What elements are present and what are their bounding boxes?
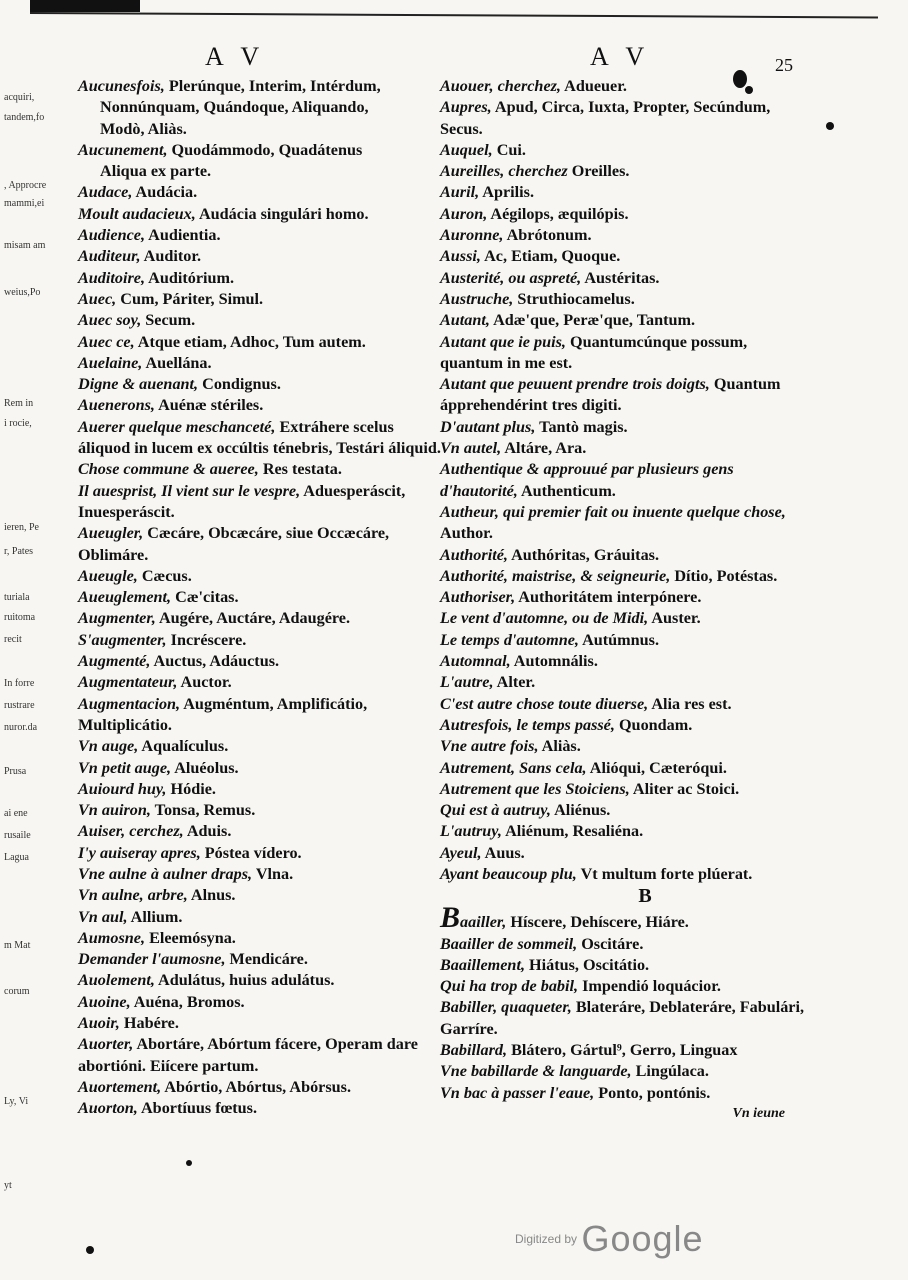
- dictionary-entry: [440, 204, 810, 225]
- margin-note: misam am: [4, 240, 46, 251]
- entry-headword: Vne aulne à aulner draps,: [78, 864, 253, 883]
- margin-note: rusaile: [4, 830, 31, 841]
- entry-translation: Struthiocamelus.: [513, 289, 635, 308]
- entry-translation: Cæcus.: [137, 566, 192, 585]
- entry-translation: Adulátus, huius adulátus.: [154, 971, 335, 990]
- entry-translation: Extráhere scelus áliquod in lucem ex occúltis ténebris, Testári áliquid.: [78, 417, 441, 458]
- entry-translation: Augméntum, Amplificátio, Multiplicátio.: [78, 694, 368, 734]
- dictionary-entry: [440, 1040, 810, 1061]
- entry-headword: Aumosne,: [78, 928, 146, 947]
- entry-headword: Aussi,: [440, 247, 481, 266]
- entry-translation: Cui.: [492, 140, 526, 159]
- entry-translation: Altáre, Ara.: [501, 439, 587, 458]
- dictionary-entry: [78, 140, 448, 161]
- entry-translation: Hiátus, Oscitátio.: [524, 955, 650, 974]
- entry-translation: Dítio, Potéstas.: [670, 566, 778, 585]
- entry-translation: Habére.: [119, 1014, 179, 1033]
- dictionary-entry: [78, 161, 448, 182]
- margin-note: weius,Po: [4, 287, 41, 298]
- dictionary-entry: [78, 608, 448, 629]
- dictionary-entry: [78, 949, 448, 970]
- entry-headword: Le temps d'automne,: [440, 630, 579, 649]
- entry-translation: Mendicáre.: [225, 950, 308, 969]
- dictionary-entry: [78, 353, 448, 374]
- dictionary-entry: [78, 1098, 448, 1119]
- entry-translation: Cæcáre, Obcæcáre, siue Occæcáre, Oblimáre.: [78, 524, 390, 564]
- dictionary-entry: [440, 715, 810, 736]
- entry-headword: Auouer, cherchez,: [440, 77, 561, 95]
- entry-translation: Audácia singulári homo.: [195, 204, 369, 223]
- entry-translation: Adæ'que, Peræ'que, Tantum.: [489, 311, 696, 330]
- entry-translation: Autúmnus.: [578, 630, 660, 649]
- entry-translation: Atque etiam, Adhoc, Tum autem.: [134, 332, 366, 351]
- dictionary-entry: [78, 97, 448, 118]
- dictionary-entry: [440, 976, 810, 997]
- entry-translation: Augére, Auctáre, Adaugére.: [155, 609, 351, 628]
- entry-translation: Auellána.: [142, 353, 212, 372]
- ink-blot: [745, 86, 753, 94]
- dictionary-entry: [440, 161, 810, 182]
- entry-headword: C'est autre chose toute diuerse,: [440, 694, 649, 713]
- right-entries: [440, 76, 810, 885]
- entry-headword: Aureilles, cherchez: [440, 162, 568, 181]
- right-column: [440, 76, 810, 1124]
- entry-headword: Qui ha trop de babil,: [440, 977, 579, 996]
- entry-headword: Demander l'aumosne,: [78, 950, 226, 969]
- margin-note: ruitoma: [4, 612, 36, 623]
- entry-headword: Auelaine,: [78, 353, 143, 372]
- entry-headword: Auec soy,: [78, 311, 142, 330]
- drop-cap: B: [440, 901, 461, 935]
- dictionary-entry: [440, 997, 810, 1040]
- entry-headword: Babillard,: [440, 1041, 508, 1060]
- entry-headword: Autrement que les Stoiciens,: [440, 779, 630, 798]
- catchword: Vn ieune: [732, 1105, 785, 1121]
- dictionary-entry: [78, 843, 448, 864]
- entry-translation: Ac, Etiam, Quoque.: [480, 247, 621, 266]
- entry-headword: Auiser, cerchez,: [78, 822, 184, 841]
- section-b-entries: [440, 901, 810, 1104]
- entry-translation: Auéna, Bromos.: [130, 992, 245, 1011]
- entry-translation: Audácia.: [132, 183, 198, 202]
- entry-headword: Le vent d'automne, ou de Midi,: [440, 609, 649, 628]
- entry-translation: Tantò magis.: [535, 417, 628, 436]
- entry-headword: Baailler de sommeil,: [440, 934, 578, 953]
- section-letter-b: B: [638, 885, 652, 908]
- dictionary-entry: [440, 651, 810, 672]
- margin-note: turiala: [4, 592, 30, 603]
- entry-headword: Autheur, qui premier fait ou inuente quelque chose,: [440, 502, 786, 521]
- entry-headword: Aupres,: [440, 98, 492, 117]
- entry-headword: Autresfois, le temps passé,: [440, 715, 615, 734]
- dictionary-entry: [78, 736, 448, 757]
- entry-translation: Author.: [440, 524, 493, 543]
- entry-headword: L'autruy,: [440, 822, 502, 841]
- entry-headword: Chose commune & aueree,: [78, 460, 259, 479]
- entry-headword: Aueugle,: [78, 566, 138, 585]
- entry-headword: Augmenté,: [78, 652, 151, 671]
- entry-translation: Res testata.: [258, 460, 342, 479]
- entry-translation: Cæ'citas.: [171, 588, 239, 607]
- entry-headword: Vne babillarde & languarde,: [440, 1062, 632, 1081]
- entry-translation: Authóritas, Gráuitas.: [507, 545, 660, 564]
- entry-headword: Vn bac à passer l'eaue,: [440, 1083, 595, 1102]
- entry-translation: Quantum ápprehendérint tres digiti.: [440, 375, 781, 415]
- entry-translation: Quantumcúnque possum, quantum in me est.: [440, 332, 748, 372]
- entry-headword: Qui est à autruy,: [440, 801, 551, 820]
- entry-translation: Aliénum, Resaliéna.: [501, 822, 644, 841]
- entry-translation: Auctus, Adáuctus.: [150, 652, 280, 671]
- entry-headword: I'y auiseray apres,: [78, 843, 201, 862]
- entry-headword: Auditeur,: [78, 247, 141, 266]
- entry-headword: Aueugler,: [78, 524, 144, 543]
- entry-translation: Auénæ stériles.: [154, 396, 264, 415]
- entry-translation: Auditórium.: [145, 268, 235, 287]
- entry-translation: Allium.: [127, 907, 183, 926]
- dictionary-entry: [78, 970, 448, 991]
- entry-translation: Auctor.: [177, 673, 232, 692]
- entry-headword: Auerer quelque meschanceté,: [78, 417, 276, 436]
- entry-translation: Ponto, pontónis.: [594, 1083, 711, 1102]
- dictionary-entry: [78, 417, 448, 460]
- entry-translation: Audientia.: [145, 226, 221, 245]
- entry-headword: Auoir,: [78, 1014, 120, 1033]
- entry-translation: Aliter ac Stoici.: [629, 779, 740, 798]
- dictionary-entry: [440, 630, 810, 651]
- entry-headword: Autant que ie puis,: [440, 332, 566, 351]
- dictionary-entry: [440, 843, 810, 864]
- page-number: 25: [775, 55, 793, 75]
- entry-translation: Lingúlaca.: [631, 1062, 709, 1081]
- entry-headword: Vn autel,: [440, 439, 502, 458]
- margin-note: rustrare: [4, 700, 35, 711]
- entry-headword: Auenerons,: [78, 396, 155, 415]
- entry-headword: Auortement,: [78, 1077, 162, 1096]
- entry-headword: Baaillement,: [440, 955, 525, 974]
- entry-headword: Augmentacion,: [78, 694, 181, 713]
- entry-headword: Authorité, maistrise, & seigneurie,: [440, 566, 671, 585]
- entry-headword: Aucunesfois,: [78, 77, 165, 95]
- entry-translation: Alia res est.: [648, 694, 732, 713]
- dictionary-entry: [78, 268, 448, 289]
- dictionary-entry: [78, 459, 448, 480]
- entry-translation: Aliqua ex parte.: [100, 162, 212, 181]
- entry-translation: Blátero, Gártul⁹, Gerro, Linguax: [507, 1041, 738, 1060]
- margin-note: Rem in: [4, 398, 34, 409]
- entry-translation: Quodámmodo, Quadátenus: [167, 140, 363, 159]
- dictionary-entry: [440, 821, 810, 842]
- entry-translation: Modò, Aliàs.: [100, 119, 187, 138]
- dictionary-entry: [78, 182, 448, 203]
- dictionary-entry: [78, 374, 448, 395]
- running-head-right: A V: [590, 42, 651, 71]
- dictionary-entry: [440, 310, 810, 331]
- entry-headword: aailler,: [460, 913, 507, 932]
- dictionary-entry: [78, 758, 448, 779]
- digitized-by-google: [515, 1218, 704, 1260]
- dictionary-entry: [78, 779, 448, 800]
- entry-translation: Authoritátem interpónere.: [515, 588, 702, 607]
- margin-note: ieren, Pe: [4, 522, 39, 533]
- entry-translation: Automnális.: [510, 652, 598, 671]
- entry-translation: Cum, Páriter, Simul.: [116, 289, 264, 308]
- dictionary-entry: [78, 289, 448, 310]
- entry-headword: Auoine,: [78, 992, 131, 1011]
- margin-note: In forre: [4, 678, 35, 689]
- margin-note: mammi,ei: [4, 198, 45, 209]
- entry-headword: Authoriser,: [440, 588, 516, 607]
- dictionary-entry: [78, 395, 448, 416]
- dictionary-entry: [78, 332, 448, 353]
- margin-note: Ly, Vi: [4, 1096, 29, 1107]
- margin-note: r, Pates: [4, 546, 34, 557]
- entry-headword: Babiller, quaqueter,: [440, 998, 572, 1017]
- margin-note: ai ene: [4, 808, 28, 819]
- entry-translation: Híscere, Dehíscere, Hiáre.: [506, 913, 689, 932]
- entry-headword: Auorton,: [78, 1099, 138, 1118]
- entry-headword: Auditoire,: [78, 268, 146, 287]
- margin-note: m Mat: [4, 940, 31, 951]
- dictionary-entry: [440, 779, 810, 800]
- dictionary-entry: [440, 1061, 810, 1082]
- dictionary-entry: [78, 885, 448, 906]
- entry-translation: Abortáre, Abórtum fácere, Operam dare abortióni. Eiícere partum.: [78, 1035, 418, 1075]
- entry-headword: Authorité,: [440, 545, 508, 564]
- dictionary-entry: [440, 955, 810, 976]
- entry-headword: Vne autre fois,: [440, 737, 539, 756]
- entry-headword: Vn auge,: [78, 737, 139, 756]
- entry-headword: Vn aulne, arbre,: [78, 886, 188, 905]
- margin-note: corum: [4, 986, 30, 997]
- entry-headword: Augmentateur,: [78, 673, 178, 692]
- dictionary-entry: [78, 864, 448, 885]
- entry-translation: Adueuer.: [560, 77, 627, 95]
- entry-headword: S'augmenter,: [78, 630, 167, 649]
- entry-translation: Austéritas.: [581, 268, 660, 287]
- entry-translation: Póstea vídero.: [200, 843, 302, 862]
- entry-headword: Auec,: [78, 289, 117, 308]
- entry-headword: Vn aul,: [78, 907, 128, 926]
- entry-headword: Auquel,: [440, 140, 493, 159]
- entry-translation: Auus.: [481, 843, 525, 862]
- dictionary-entry: [440, 934, 810, 955]
- running-head-left: A V: [205, 42, 266, 71]
- entry-translation: Abrótonum.: [503, 226, 592, 245]
- margin-note: tandem,fo: [4, 112, 45, 123]
- dictionary-entry: [440, 289, 810, 310]
- dictionary-entry: [440, 736, 810, 757]
- entry-headword: Authentique & approuué par plusieurs gens d'hautorité,: [440, 460, 734, 500]
- entry-translation: Tonsa, Remus.: [150, 801, 256, 820]
- entry-headword: Austerité, ou aspreté,: [440, 268, 582, 287]
- dictionary-entry: [78, 1013, 448, 1034]
- margin-note: recit: [4, 634, 22, 645]
- entry-headword: Moult audacieux,: [78, 204, 196, 223]
- entry-translation: Aliénus.: [550, 801, 611, 820]
- entry-translation: Aqualículus.: [138, 737, 229, 756]
- ink-blot: [186, 1160, 192, 1166]
- dictionary-entry: [78, 928, 448, 949]
- left-column: [78, 76, 448, 1120]
- dictionary-entry: [440, 566, 810, 587]
- entry-headword: Aueuglement,: [78, 588, 172, 607]
- entry-headword: Auec ce,: [78, 332, 135, 351]
- entry-headword: Audience,: [78, 226, 145, 245]
- entry-translation: Vlna.: [252, 864, 294, 883]
- entry-translation: Authenticum.: [517, 481, 616, 500]
- dictionary-entry: [78, 694, 448, 737]
- entry-translation: Quondam.: [614, 715, 693, 734]
- margin-note: Lagua: [4, 852, 29, 863]
- dictionary-entry: [440, 268, 810, 289]
- entry-headword: Vn auiron,: [78, 801, 151, 820]
- dictionary-entry: [440, 608, 810, 629]
- dictionary-entry: [440, 502, 810, 545]
- dictionary-entry: [440, 374, 810, 417]
- dictionary-entry: [78, 481, 448, 524]
- entry-translation: Plerúnque, Interim, Intérdum,: [164, 77, 381, 95]
- entry-headword: Auril,: [440, 183, 480, 202]
- entry-headword: Vn petit auge,: [78, 758, 172, 777]
- entry-headword: Auronne,: [440, 226, 504, 245]
- entry-headword: Autrement, Sans cela,: [440, 758, 587, 777]
- entry-headword: Augmenter,: [78, 609, 156, 628]
- entry-headword: Aucunement,: [78, 140, 168, 159]
- entry-translation: Blateráre, Deblateráre, Fabulári, Garríre.: [440, 998, 805, 1038]
- dictionary-entry: [440, 76, 810, 97]
- entry-headword: Il auesprist, Il vient sur le vespre,: [78, 481, 301, 500]
- entry-headword: D'autant plus,: [440, 417, 536, 436]
- dictionary-entry: [440, 694, 810, 715]
- entry-headword: Ayeul,: [440, 843, 482, 862]
- entry-translation: Auditor.: [140, 247, 202, 266]
- dictionary-entry: [440, 225, 810, 246]
- margin-note: Prusa: [4, 766, 27, 777]
- dictionary-entry: [78, 204, 448, 225]
- dictionary-entry: [78, 1077, 448, 1098]
- entry-translation: Aégilops, æquilópis.: [487, 204, 629, 223]
- dictionary-entry: [440, 246, 810, 267]
- dictionary-entry: [440, 800, 810, 821]
- margin-note: , Approcre: [4, 180, 47, 191]
- entry-translation: Abortíuus fœtus.: [137, 1099, 258, 1118]
- dictionary-entry: [440, 1083, 810, 1104]
- dictionary-entry: [440, 901, 810, 935]
- entry-translation: Condignus.: [198, 375, 281, 394]
- dictionary-entry: [78, 246, 448, 267]
- entry-headword: Auiourd huy,: [78, 779, 167, 798]
- entry-translation: Auster.: [648, 609, 701, 628]
- dictionary-entry: [78, 651, 448, 672]
- dictionary-entry: [440, 438, 810, 459]
- dictionary-entry: [78, 76, 448, 97]
- ink-blot: [826, 122, 834, 130]
- dictionary-entry: [440, 332, 810, 375]
- dictionary-entry: [78, 672, 448, 693]
- dictionary-entry: [440, 587, 810, 608]
- entry-translation: Nonnúnquam, Quándoque, Aliquando,: [100, 98, 369, 117]
- dictionary-entry: [78, 310, 448, 331]
- entry-headword: Autant que peuuent prendre trois doigts,: [440, 375, 710, 394]
- dictionary-entry: [440, 864, 810, 885]
- entry-translation: Hódie.: [166, 779, 216, 798]
- entry-translation: Eleemósyna.: [145, 928, 236, 947]
- dictionary-entry: [440, 417, 810, 438]
- entry-headword: Digne & auenant,: [78, 375, 199, 394]
- dictionary-entry: [78, 119, 448, 140]
- margin-note: nuror.da: [4, 722, 38, 733]
- top-rule-line: [30, 12, 878, 18]
- dictionary-entry: [78, 1034, 448, 1077]
- margin-note: yt: [4, 1180, 12, 1191]
- dictionary-entry: [78, 907, 448, 928]
- entry-headword: Audace,: [78, 183, 133, 202]
- digitized-by-label: Digitized by: [515, 1232, 578, 1246]
- entry-headword: Auron,: [440, 204, 488, 223]
- entry-translation: Incréscere.: [166, 630, 247, 649]
- entry-translation: Aluéolus.: [171, 758, 239, 777]
- entry-translation: Secum.: [141, 311, 196, 330]
- dictionary-entry: [440, 140, 810, 161]
- dictionary-entry: [78, 587, 448, 608]
- entry-translation: Alióqui, Cæteróqui.: [586, 758, 727, 777]
- margin-note: i rocie,: [4, 418, 32, 429]
- margin-note: acquiri,: [4, 92, 35, 103]
- entry-headword: Austruche,: [440, 289, 514, 308]
- dictionary-entry: [78, 566, 448, 587]
- entry-translation: Alter.: [493, 673, 536, 692]
- dictionary-entry: [78, 800, 448, 821]
- dictionary-entry: [440, 182, 810, 203]
- entry-headword: L'autre,: [440, 673, 494, 692]
- dictionary-entry: [78, 821, 448, 842]
- entry-headword: Automnal,: [440, 652, 511, 671]
- entry-headword: Autant,: [440, 311, 490, 330]
- entry-translation: Vt multum forte plúerat.: [576, 864, 753, 883]
- entry-translation: Oreilles.: [567, 162, 630, 181]
- entry-headword: Ayant beaucoup plu,: [440, 864, 577, 883]
- entry-translation: Aduesperáscit, Inuesperáscit.: [78, 481, 406, 521]
- google-logo: Google: [581, 1218, 704, 1259]
- dictionary-entry: [78, 523, 448, 566]
- dictionary-entry: [440, 672, 810, 693]
- margin-notes: [2, 0, 62, 1280]
- dictionary-entry: [78, 992, 448, 1013]
- entry-translation: Impendió loquácior.: [578, 977, 721, 996]
- entry-translation: Abórtio, Abórtus, Abórsus.: [161, 1077, 351, 1096]
- entry-translation: Apud, Circa, Iuxta, Propter, Secúndum, Secus.: [440, 98, 771, 138]
- entry-translation: Oscitáre.: [577, 934, 644, 953]
- dictionary-entry: [440, 97, 810, 140]
- entry-headword: Auorter,: [78, 1035, 134, 1054]
- entry-translation: Alnus.: [187, 886, 236, 905]
- dictionary-entry: [78, 225, 448, 246]
- ink-blot: [733, 70, 747, 88]
- dictionary-entry: [78, 630, 448, 651]
- entry-translation: Aprilis.: [479, 183, 535, 202]
- entry-headword: Auolement,: [78, 971, 155, 990]
- ink-blot: [86, 1246, 94, 1254]
- entry-translation: Aduis.: [183, 822, 232, 841]
- dictionary-entry: [440, 459, 810, 502]
- entry-translation: Aliàs.: [538, 737, 581, 756]
- dictionary-entry: [440, 545, 810, 566]
- dictionary-entry: [440, 758, 810, 779]
